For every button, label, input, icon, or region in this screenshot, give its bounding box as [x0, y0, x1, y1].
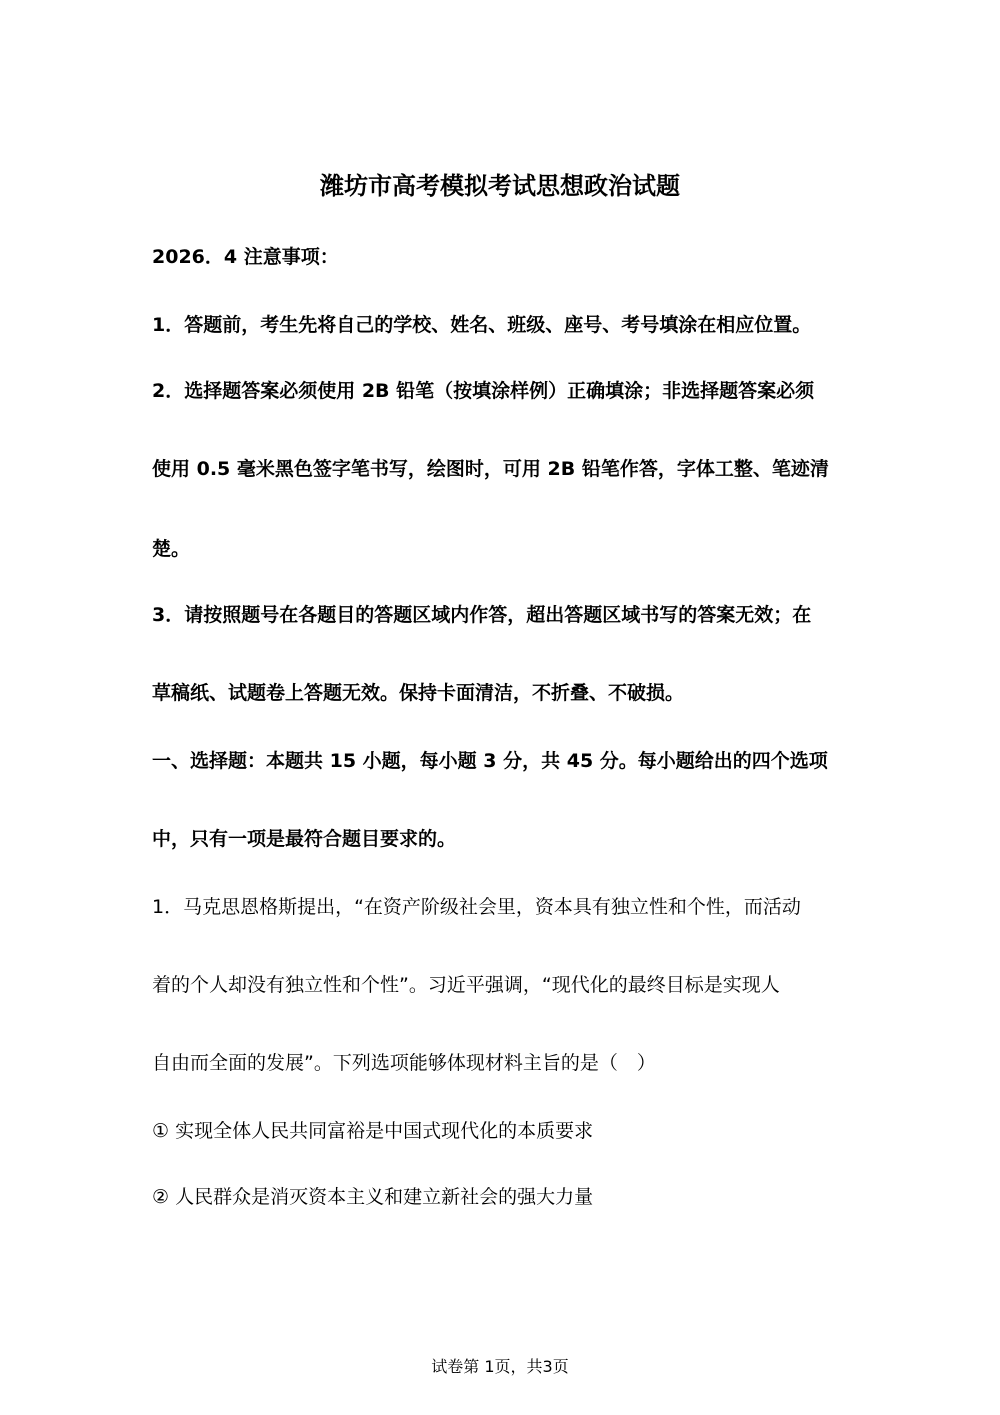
exam-title: 潍坊市高考模拟考试思想政治试题: [320, 172, 680, 200]
question-1-line-1: 1．马克思恩格斯提出，“在资产阶级社会里，资本具有独立性和个性，而活动: [152, 896, 801, 918]
notice-item-3-line-1: 3．请按照题号在各题目的答题区域内作答，超出答题区域书写的答案无效；在: [152, 604, 812, 626]
option-1: ① 实现全体人民共同富裕是中国式现代化的本质要求: [152, 1120, 594, 1142]
notice-item-2-line-3: 楚。: [152, 538, 191, 560]
question-1-line-3: 自由而全面的发展”。下列选项能够体现材料主旨的是（ ）: [152, 1052, 656, 1074]
option-2: ② 人民群众是消灭资本主义和建立新社会的强大力量: [152, 1186, 594, 1208]
notice-item-1: 1．答题前，考生先将自己的学校、姓名、班级、座号、考号填涂在相应位置。: [152, 314, 812, 336]
page-footer: 试卷第 1页，共3页: [431, 1357, 569, 1376]
notice-item-3-line-2: 草稿纸、试题卷上答题无效。保持卡面清洁，不折叠、不破损。: [152, 682, 685, 704]
notice-item-2-line-1: 2．选择题答案必须使用 2B 铅笔（按填涂样例）正确填涂；非选择题答案必须: [152, 380, 815, 402]
notice-item-2-line-2: 使用 0.5 毫米黑色签字笔书写，绘图时，可用 2B 铅笔作答，字体工整、笔迹清: [152, 458, 829, 480]
question-1-line-2: 着的个人却没有独立性和个性”。习近平强调，“现代化的最终目标是实现人: [152, 974, 780, 996]
date-notice-heading: 2026．4 注意事项：: [152, 246, 339, 268]
section-heading-line-1: 一、选择题：本题共 15 小题，每小题 3 分，共 45 分。每小题给出的四个选项: [152, 750, 828, 772]
section-heading-line-2: 中，只有一项是最符合题目要求的。: [152, 828, 457, 850]
